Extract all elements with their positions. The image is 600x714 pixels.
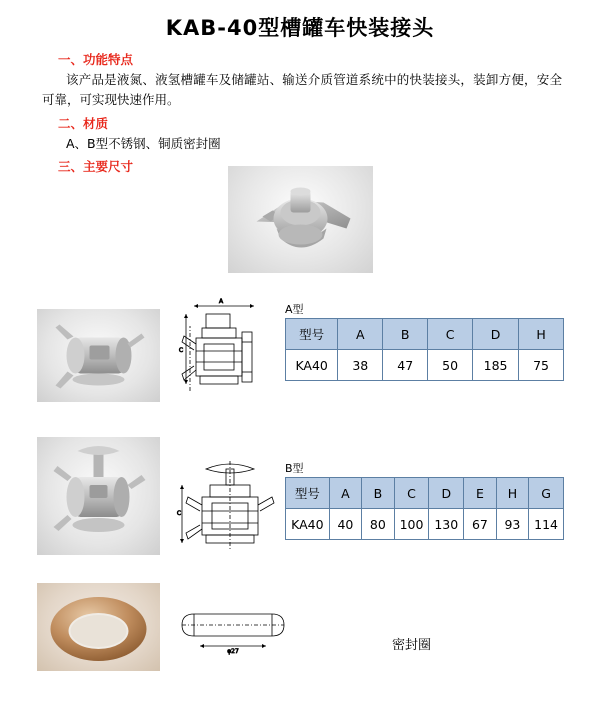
table-cell: KA40 xyxy=(286,509,330,540)
table-cell: 67 xyxy=(464,509,496,540)
table-a-label: A型 xyxy=(285,303,304,316)
table-b-label: B型 xyxy=(285,462,304,475)
product-photo-sealing-ring xyxy=(37,583,160,671)
table-header-cell: B xyxy=(362,478,394,509)
table-cell: 40 xyxy=(329,509,361,540)
table-header-cell: H xyxy=(519,319,564,350)
svg-text:φ27: φ27 xyxy=(227,648,239,655)
svg-text:A: A xyxy=(218,298,224,305)
table-cell: 47 xyxy=(383,350,428,381)
section-heading-material: 二、材质 xyxy=(58,116,109,131)
product-photo-main xyxy=(228,166,373,273)
table-header-cell: B xyxy=(383,319,428,350)
page-title: KAB-40型槽罐车快装接头 xyxy=(165,16,435,40)
table-cell: 50 xyxy=(428,350,473,381)
table-header-cell: A xyxy=(329,478,361,509)
section-text-features: 该产品是液氮、液氢槽罐车及储罐站、输送介质管道系统中的快装接头，装卸方便，安全可靠，可实现快速作用。 xyxy=(42,72,562,107)
product-photo-b-type xyxy=(37,437,160,555)
table-row xyxy=(286,478,564,509)
table-header-cell: D xyxy=(473,319,519,350)
a-type-illustration xyxy=(37,309,160,402)
svg-text:C: C xyxy=(178,347,184,354)
section-heading-features: 一、功能特点 xyxy=(58,52,134,67)
a-type-line-drawing xyxy=(176,296,276,406)
table-a-type-dimensions xyxy=(285,318,564,381)
table-header-cell: G xyxy=(529,478,564,509)
table-cell: 38 xyxy=(338,350,383,381)
table-row xyxy=(286,319,564,350)
b-type-line-drawing xyxy=(176,455,284,555)
table-cell: 185 xyxy=(473,350,519,381)
table-cell: 130 xyxy=(429,509,464,540)
svg-text:C: C xyxy=(176,510,182,517)
section-text-material: A、B型不锈钢、铜质密封圈 xyxy=(66,136,221,151)
b-type-illustration xyxy=(37,437,160,555)
product-photo-a-type xyxy=(37,309,160,402)
table-b-type-dimensions xyxy=(285,477,564,540)
table-header-cell: 型号 xyxy=(286,319,338,350)
table-cell: 93 xyxy=(496,509,528,540)
table-cell: 100 xyxy=(394,509,429,540)
table-header-cell: A xyxy=(338,319,383,350)
sealing-ring-caption: 密封圈 xyxy=(392,638,432,653)
table-header-cell: C xyxy=(394,478,429,509)
table-cell: 80 xyxy=(362,509,394,540)
section-heading-dimensions: 三、主要尺寸 xyxy=(58,159,134,174)
table-header-cell: H xyxy=(496,478,528,509)
table-header-cell: 型号 xyxy=(286,478,330,509)
table-header-cell: E xyxy=(464,478,496,509)
table-header-cell: D xyxy=(429,478,464,509)
sealing-ring-illustration xyxy=(37,583,160,671)
sealing-ring-section-drawing xyxy=(180,600,290,660)
table-cell: KA40 xyxy=(286,350,338,381)
coupling-illustration xyxy=(228,166,373,273)
table-cell: 75 xyxy=(519,350,564,381)
table-header-cell: C xyxy=(428,319,473,350)
table-row xyxy=(286,350,564,381)
table-row xyxy=(286,509,564,540)
table-cell: 114 xyxy=(529,509,564,540)
